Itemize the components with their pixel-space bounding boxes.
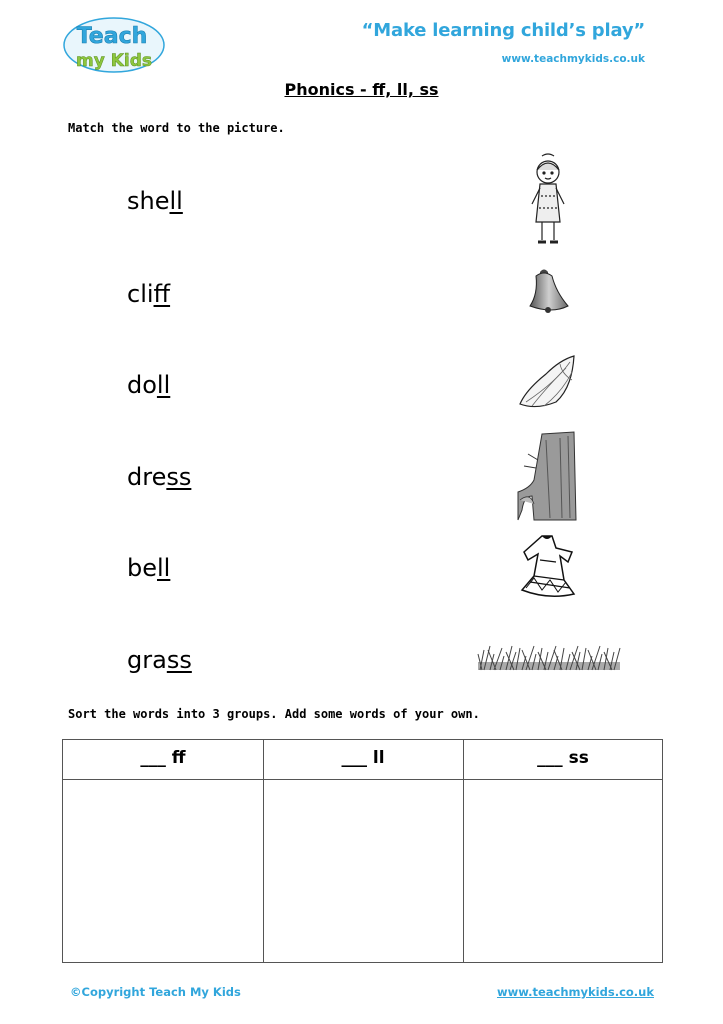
instruction-match: Match the word to the picture. [68,121,285,135]
word-stem: dre [127,463,167,491]
shell-icon [516,352,578,412]
logo-text-top: Teach [76,24,148,49]
logo-text-bottom: my Kids [75,51,153,71]
bell-icon [526,266,572,316]
header-ff: ___ ff [140,748,186,768]
word-stem: do [127,371,157,399]
header-ll: ___ ll [341,748,385,768]
answer-cell-ss[interactable] [464,780,662,962]
page-title: Phonics - ff, ll, ss [284,80,439,99]
word-cliff [127,279,170,309]
word-dress [127,462,191,492]
word-stem: be [127,554,157,582]
site-url-bottom[interactable]: www.teachmykids.co.uk [496,985,654,999]
dress-icon [512,530,582,600]
word-ending: ll [156,371,171,399]
word-stem: cli [127,280,154,308]
word-ending: ss [166,463,192,491]
word-ending: ll [157,554,171,582]
instruction-sort: Sort the words into 3 groups. Add some words of your own. [68,707,480,721]
header-ss: ___ ss [537,748,589,768]
cliff-icon [516,430,580,522]
word-ending: ll [169,187,183,215]
word-bell [127,553,170,583]
word-shell [127,186,183,216]
word-ending: ss [166,646,192,674]
word-doll [127,370,170,400]
sort-table [62,739,663,963]
copyright: ©Copyright Teach My Kids [70,985,241,999]
word-ending: ff [153,280,171,308]
grass-icon [476,642,622,672]
answer-cell-ff[interactable] [63,780,263,962]
word-stem: gra [127,646,167,674]
doll-icon [524,152,572,248]
answer-cell-ll[interactable] [264,780,463,962]
word-stem: she [127,187,170,215]
site-url-top[interactable]: www.teachmykids.co.uk [501,53,645,65]
tagline: “Make learning child’s play” [361,20,645,41]
teach-my-kids-logo [62,16,166,74]
word-grass [127,645,192,675]
